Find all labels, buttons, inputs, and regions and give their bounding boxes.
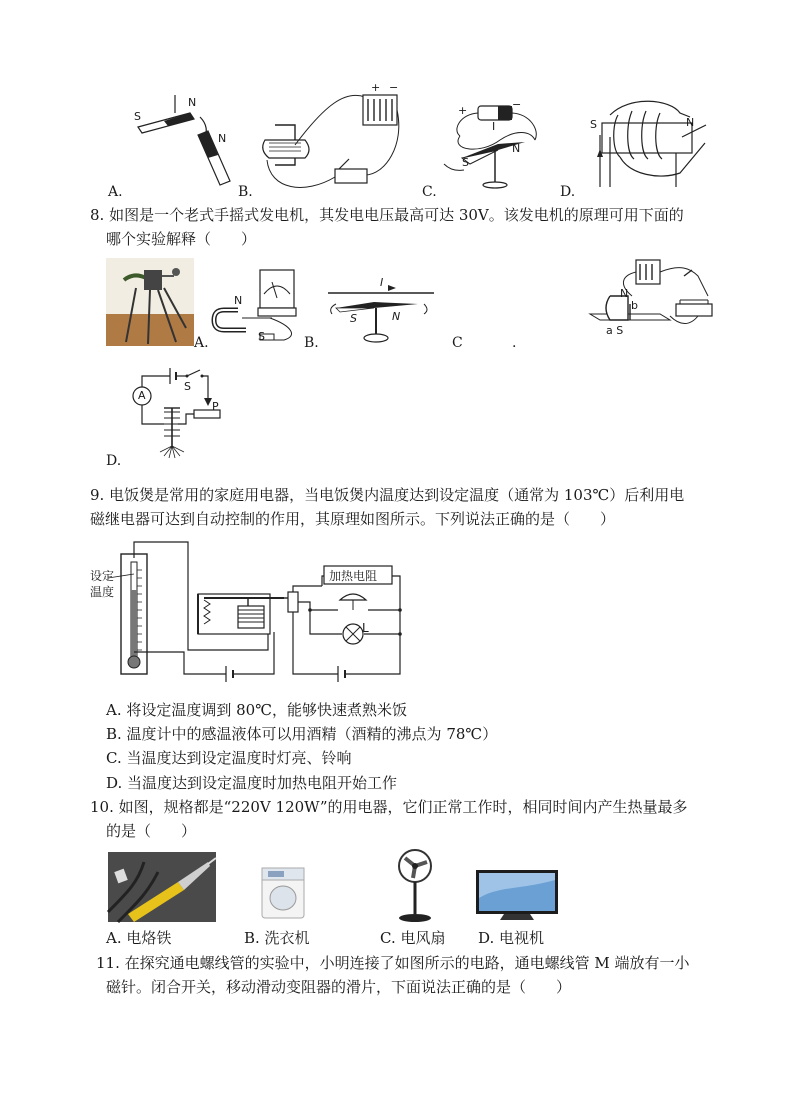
q7-d-label-s: S [590, 118, 597, 131]
q9-label-set2: 温度 [90, 585, 115, 599]
q9-option-d: D. 当温度达到设定温度时加热电阻开始工作 [106, 774, 398, 792]
q7-a-label-n1: N [188, 96, 197, 109]
q7-c-plus: + [458, 104, 468, 117]
q9-option-c: C. 当温度达到设定温度时灯亮、铃响 [106, 749, 352, 767]
q10-electric-fan-photo [392, 848, 438, 924]
q7-c-label-i: I [492, 120, 496, 133]
q9-option-b: B. 温度计中的感温液体可以用酒精（酒精的沸点为 78℃） [106, 725, 498, 743]
q7-a-label-n2: N [218, 132, 227, 145]
q8-a-label-n: N [234, 294, 243, 307]
q7-figure-d-right-hand [590, 95, 710, 190]
q7-figure-b-circuit [255, 85, 405, 195]
q8-figure-c-motor [580, 256, 720, 336]
q7-a-label-s: S [134, 110, 141, 123]
q8-generator-photo [106, 258, 194, 346]
q7-option-b: B. [238, 184, 253, 200]
q7-c-label-s: S [462, 156, 469, 169]
q8-b-label-s: S [350, 312, 357, 325]
q7-option-a: A. [108, 184, 123, 200]
q7-c-label-n: N [512, 142, 521, 155]
q8-c-label-b: b [631, 299, 638, 312]
q11-stem-line2: 磁针。闭合开关，移动滑动变阻器的滑片，下面说法正确的是（ ） [106, 978, 572, 996]
q8-d-switch-label: S [184, 380, 191, 393]
q10-option-b: B. 洗衣机 [244, 929, 310, 947]
q8-option-c-dot: . [512, 335, 517, 351]
q8-b-label-n: N [392, 310, 401, 323]
q10-stem-line1: 10. 如图，规格都是“220V 120W”的用电器，它们正常工作时，相同时间内产生热量最多 [90, 798, 688, 816]
q7-d-label-n: N [686, 116, 695, 129]
q8-option-d: D. [106, 453, 122, 469]
q8-d-slider-label: P [212, 400, 219, 413]
q8-option-c: C [452, 335, 463, 351]
q8-stem-line1: 8. 如图是一个老式手摇式发电机，其发电电压最高可达 30V。该发电机的原理可用下面的 [90, 206, 684, 224]
q9-label-heater: 加热电阻 [329, 569, 378, 583]
q10-option-d: D. 电视机 [478, 929, 545, 947]
q9-stem-line2: 磁继电器可达到自动控制的作用，其原理如图所示。下列说法正确的是（ ） [90, 510, 616, 528]
q8-c-label-n: N [620, 287, 629, 300]
q7-figure-c-needle [440, 100, 550, 195]
q8-c-label-as: a S [606, 324, 624, 337]
q9-label-lamp: L [362, 621, 369, 635]
q10-option-a: A. 电烙铁 [106, 929, 172, 947]
q7-b-plus: + [371, 81, 381, 94]
q10-soldering-iron-photo [108, 852, 216, 922]
q7-option-d: D. [560, 184, 576, 200]
q8-option-b: B. [304, 335, 319, 351]
q7-option-c: C. [422, 184, 437, 200]
q8-b-label-i: I [380, 276, 384, 289]
q9-option-a: A. 将设定温度调到 80℃，能够快速煮熟米饭 [106, 701, 408, 719]
q9-stem-line1: 9. 电饭煲是常用的家庭用电器，当电饭煲内温度达到设定温度（通常为 103℃）后利用电 [90, 486, 685, 504]
q8-a-label-s: S [258, 330, 265, 343]
q10-television-photo [474, 868, 560, 922]
q9-relay-circuit-diagram [88, 540, 418, 685]
q10-stem-line2: 的是（ ） [106, 822, 197, 840]
q10-option-c: C. 电风扇 [380, 929, 446, 947]
q9-label-set1: 设定 [90, 569, 115, 583]
q8-d-ammeter-label: A [138, 389, 146, 402]
q11-stem-line1: 11. 在探究通电螺线管的实验中，小明连接了如图所示的电路，通电螺线管 M 端放有一小 [96, 954, 690, 972]
q8-stem-line2: 哪个实验解释（ ） [106, 230, 257, 248]
q10-washing-machine-photo [258, 862, 308, 920]
q7-b-minus: − [389, 81, 399, 94]
q8-option-a: A. [194, 335, 209, 351]
q7-c-minus: − [512, 98, 522, 111]
